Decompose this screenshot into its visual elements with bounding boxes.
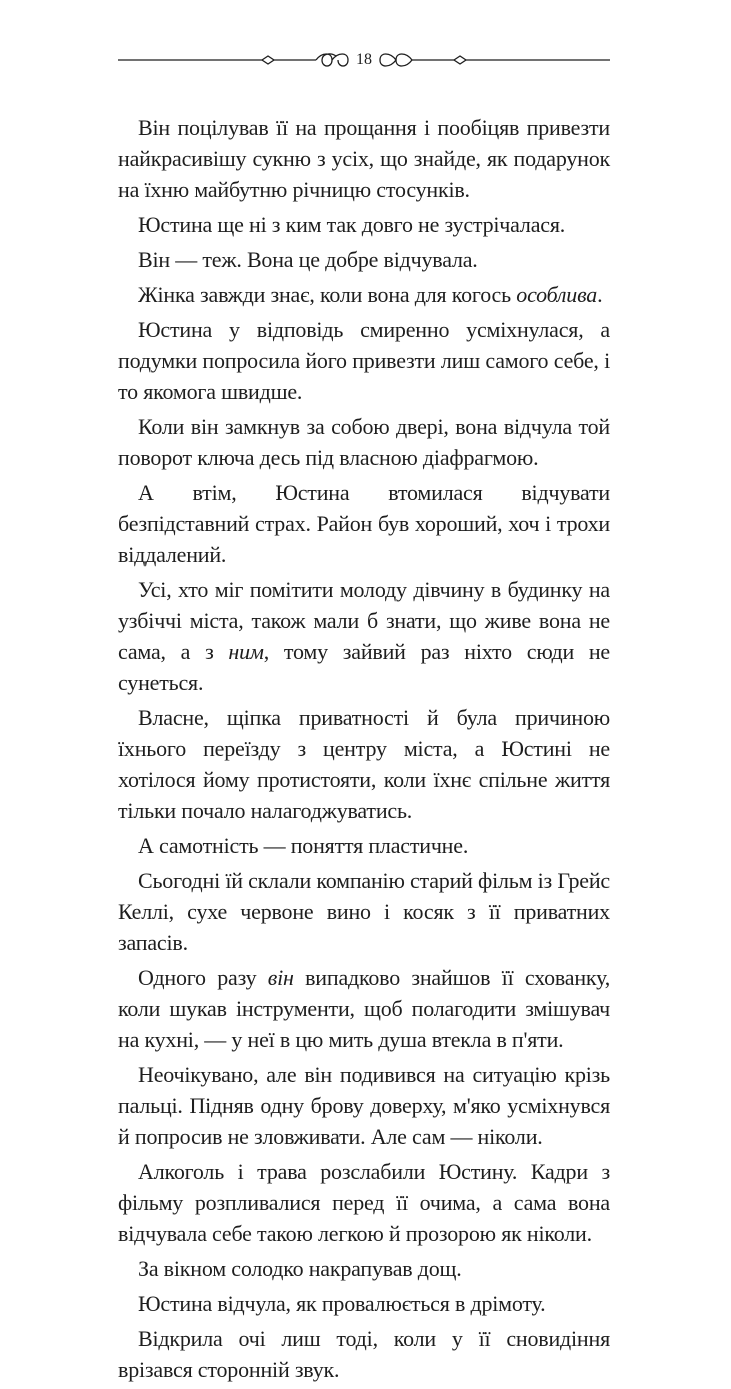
- paragraph: Сьогодні їй склали компанію старий фільм із Грейс Келлі, сухе червоне вино і косяк з її приватних запасів.: [118, 868, 610, 955]
- paragraph: А втім, Юстина втомилася відчувати безпідставний страх. Район був хороший, хоч і трохи віддалений.: [118, 480, 610, 567]
- paragraph: Юстина ще ні з ким так довго не зустрічалася.: [138, 212, 566, 237]
- paragraph: Юстина у відповідь смиренно усміхнулася, а подумки попросила його привезти лиш самого себе, і то якомога швидше.: [118, 317, 610, 404]
- page-number: 18: [356, 51, 372, 68]
- paragraph: Алкоголь і трава розслабили Юстину. Кадри з фільму розпливалися перед її очима, а сама вона відчувала себе такою легкою й прозорою як ніколи.: [118, 1159, 610, 1246]
- paragraph: Неочікувано, але він подивився на ситуацію крізь пальці. Підняв одну брову доверху, м'яко усміхнувся й попросив не зловживати. Але сам — ніколи.: [118, 1062, 610, 1149]
- paragraph: Коли він замкнув за собою двері, вона відчула той поворот ключа десь під власною діафрагмою.: [118, 414, 610, 470]
- paragraph: Він — теж. Вона це добре відчувала.: [138, 247, 478, 272]
- paragraph: Усі, хто міг помітити молоду дівчину в будинку на узбіччі міста, також мали б знати, що живе вона не сама, а з ним, тому зайвий раз ніхто сюди не сунеться.: [118, 577, 610, 695]
- page-header: [118, 46, 610, 76]
- paragraph: За вікном солодко накрапував дощ.: [138, 1256, 462, 1281]
- paragraph: А самотність — поняття пластичне.: [138, 833, 469, 858]
- emphasis: особлива: [516, 282, 598, 307]
- paragraph: Жінка завжди знає, коли вона для когось особлива.: [138, 282, 603, 307]
- paragraph: Власне, щіпка приватності й була причиною їхнього переїзду з центру міста, а Юстині не хотілося йому протистояти, коли їхнє спільне життя тільки почало налагоджуватись.: [118, 705, 610, 823]
- paragraph: Одного разу він випадково знайшов її схованку, коли шукав інструменти, щоб полагодити змішувач на кухні, — у неї в цю мить душа втекла в п'яти.: [118, 965, 610, 1052]
- emphasis: ним: [228, 639, 264, 664]
- paragraph: Юстина відчула, як провалюється в дрімоту.: [138, 1291, 546, 1316]
- emphasis: він: [267, 965, 294, 990]
- body-text: [118, 112, 610, 1389]
- paragraph: Відкрила очі лиш тоді, коли у її сновидіння врізався сторонній звук.: [118, 1326, 610, 1382]
- paragraph: Він поцілував її на прощання і пообіцяв привезти найкрасивішу сукню з усіх, що знайде, як подарунок на їхню майбутню річницю стосунків.: [118, 115, 610, 202]
